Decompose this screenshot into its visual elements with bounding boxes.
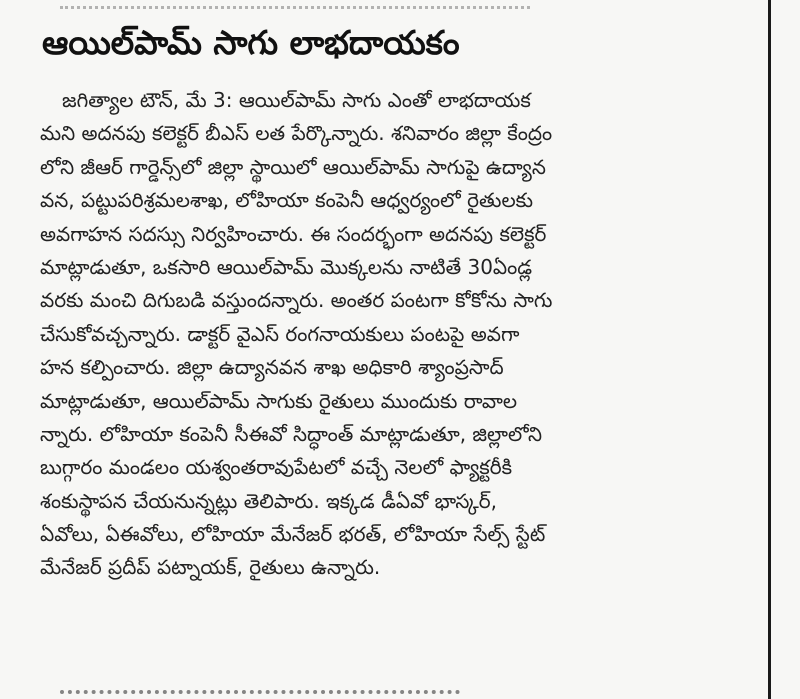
article-line: శంకుస్థాపన చేయనున్నట్లు తెలిపారు. ఇక్కడ డీఏవో భాస్కర్, bbox=[40, 488, 498, 513]
article-line: చేసుకోవచ్చన్నారు. డాక్టర్ వైఎస్ రంగనాయకులు పంటపై అవగా bbox=[40, 321, 520, 346]
clipping-bottom-edge bbox=[60, 690, 460, 699]
article-line: న్నారు. లోహియా కంపెనీ సీఈవో సిద్ధాంత్ మాట్లాడుతూ, జిల్లాలోని bbox=[40, 421, 543, 446]
column-divider bbox=[768, 0, 771, 699]
article-line: ఏవోలు, ఏఈవోలు, లోహియా మేనేజర్ భరత్, లోహియా సేల్స్ స్టేట్ bbox=[40, 522, 546, 547]
clipping-top-edge bbox=[60, 0, 530, 9]
article-line: జగిత్యాల టౌన్, మే 3: ఆయిల్‌పామ్ సాగు ఎంతో లాభదాయక bbox=[62, 88, 531, 112]
article-line: అవగాహన సదస్సు నిర్వహించారు. ఈ సందర్భంగా అదనపు కలెక్టర్ bbox=[40, 221, 547, 246]
article-body bbox=[40, 84, 740, 585]
article-line: హన కల్పించారు. జిల్లా ఉద్యానవన శాఖ అధికారి శ్యాంప్రసాద్ bbox=[40, 355, 504, 380]
article-line: వన, పట్టుపరిశ్రమలశాఖ, లోహియా కంపెనీ ఆధ్వర్యంలో రైతులకు bbox=[40, 188, 534, 213]
article-line: మేనేజర్ ప్రదీప్ పట్నాయక్, రైతులు ఉన్నారు. bbox=[40, 555, 381, 580]
article-line: వరకు మంచి దిగుబడి వస్తుందన్నారు. అంతర పంటగా కోకోను సాగు bbox=[40, 288, 553, 313]
article-line: మాట్లాడుతూ, ఒకసారి ఆయిల్‌పామ్ మొక్కలను నాటితే 30ఏండ్ల bbox=[40, 254, 533, 279]
article-line: బుగ్గారం మండలం యశ్వంతరావుపేటలో వచ్చే నెలలో ఫ్యాక్టరీకి bbox=[40, 455, 513, 480]
article-line: మాట్లాడుతూ, ఆయిల్‌పామ్ సాగుకు రైతులు ముందుకు రావాల bbox=[40, 388, 518, 413]
article-line: లోని జీఆర్ గార్డెన్స్‌లో జిల్లా స్థాయిలో ఆయిల్‌పామ్ సాగుపై ఉద్యాన bbox=[40, 154, 546, 179]
article-line: మని అదనపు కలెక్టర్ బీఎస్ లత పేర్కొన్నారు. శనివారం జిల్లా కేంద్రం bbox=[40, 121, 553, 146]
article-headline: ఆయిల్‌పామ్ సాగు లాభదాయకం bbox=[42, 23, 460, 62]
